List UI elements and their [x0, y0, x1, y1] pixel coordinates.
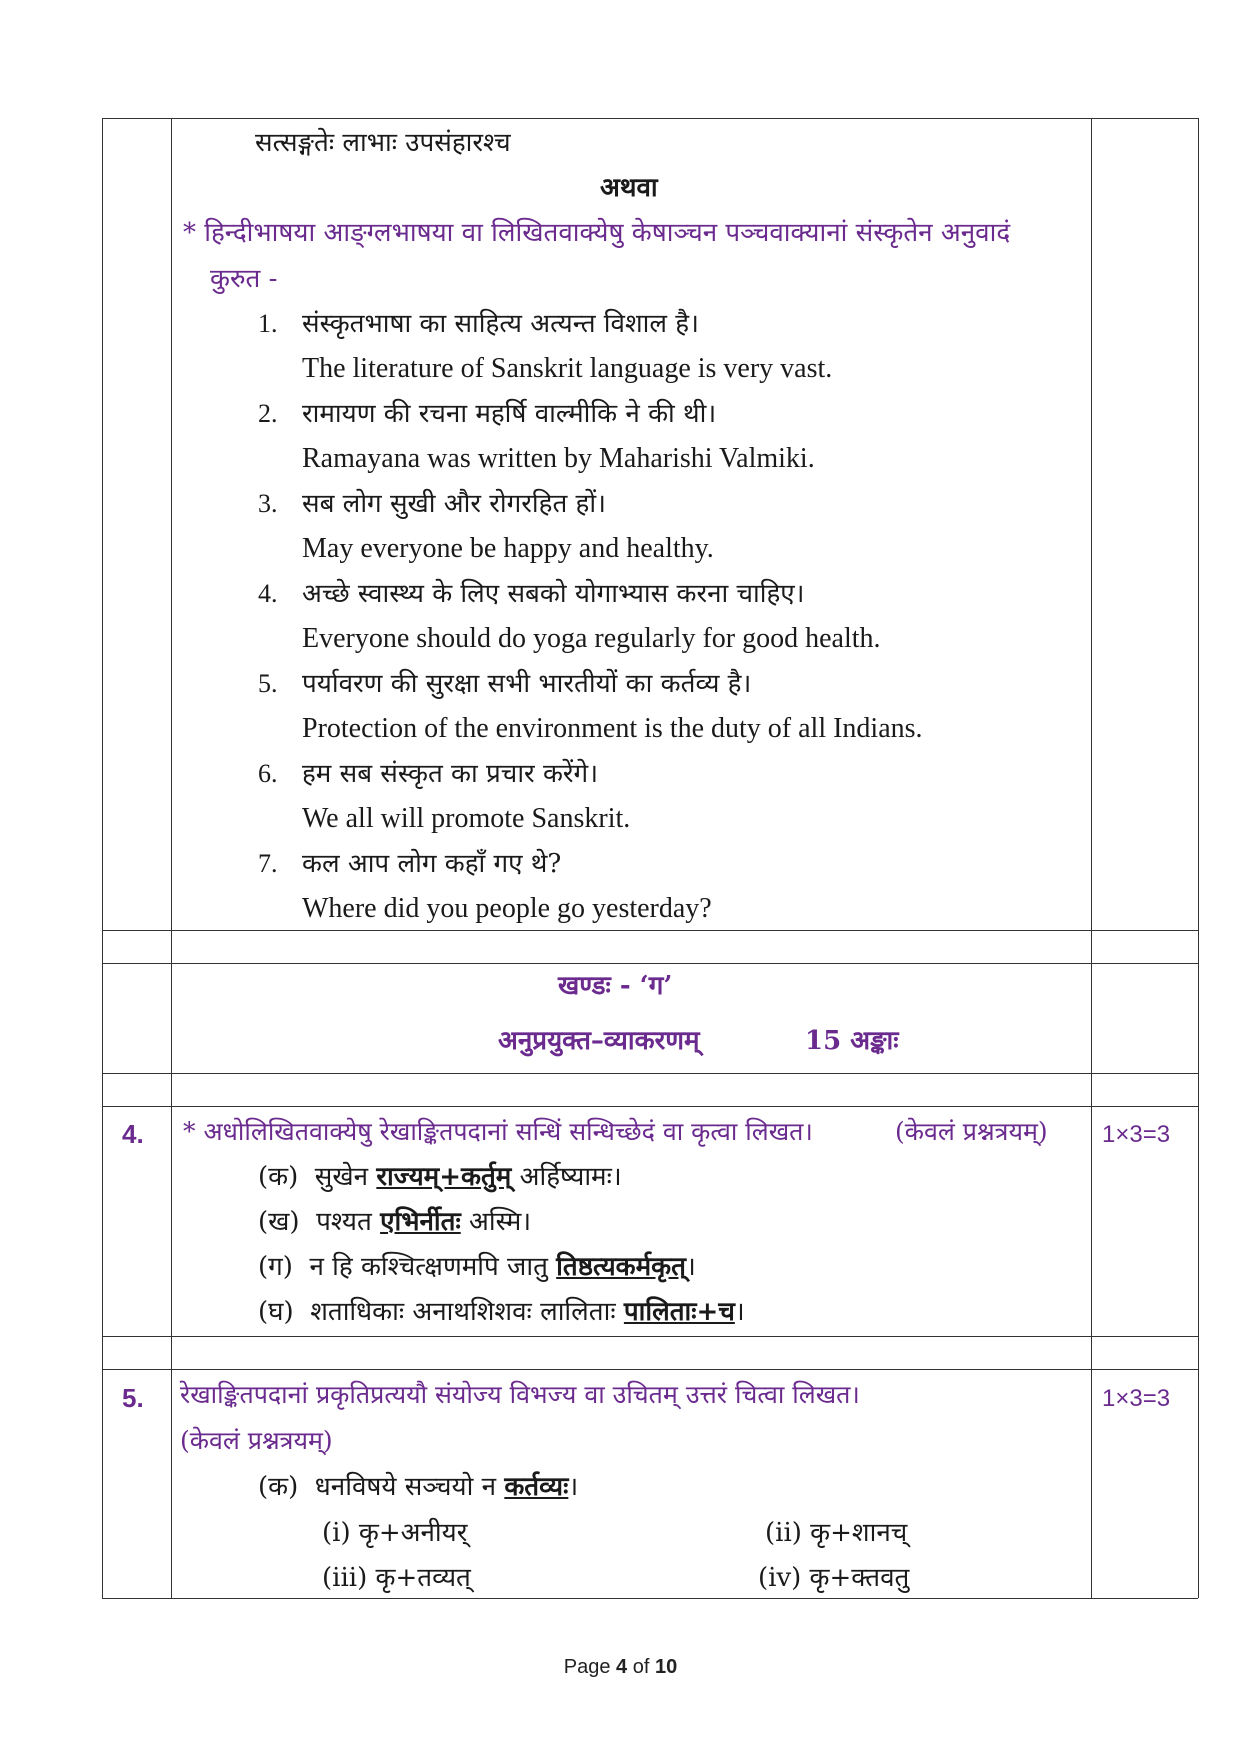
list-item: [258, 1470, 578, 1504]
table-border-top: [102, 118, 1198, 119]
row-divider: [102, 1336, 1198, 1337]
footer-middle: of: [627, 1656, 655, 1678]
item-text: अस्मि।: [468, 1207, 532, 1237]
hindi-sentence: संस्कृतभाषा का साहित्य अत्यन्त विशाल है।: [302, 309, 699, 339]
question-marks: 1×3=3: [1102, 1385, 1171, 1412]
hindi-sentence: रामायण की रचना महर्षि वाल्मीकि ने की थी।: [302, 399, 717, 429]
translation-instruction: * हिन्दीभाषया आङ्ग्लभाषया वा लिखितवाक्येषु केषाञ्चन पञ्चवाक्यानां संस्कृतेन अनुवादं: [183, 218, 1011, 248]
row-divider: [102, 963, 1198, 964]
table-border-right: [1198, 118, 1199, 1598]
question-instruction: * अधोलिखितवाक्येषु रेखाङ्कितपदानां सन्धिं सन्धिच्छेदं वा कृत्वा लिखत।: [183, 1117, 813, 1146]
item-text: सुखेन: [314, 1162, 369, 1192]
question-note: (केवलं प्रश्नत्रयम्): [895, 1117, 1048, 1146]
hindi-sentence: कल आप लोग कहाँ गए थे?: [302, 849, 562, 879]
option-item: (iv) कृ+क्तवतु: [758, 1563, 910, 1593]
row-divider: [102, 930, 1198, 931]
hindi-sentence: पर्यावरण की सुरक्षा सभी भारतीयों का कर्तव्य है।: [302, 669, 752, 699]
current-page: 4: [616, 1656, 628, 1678]
question-number: 5.: [122, 1383, 144, 1413]
english-sentence: The literature of Sanskrit language is very vast.: [302, 353, 833, 384]
english-sentence: Everyone should do yoga regularly for good health.: [302, 623, 881, 654]
section-marks: 15 अङ्काः: [805, 1026, 899, 1056]
question-note: (केवलं प्रश्नत्रयम्): [180, 1426, 333, 1455]
hindi-sentence: हम सब संस्कृत का प्रचार करेंगे।: [302, 759, 599, 789]
hindi-sentence: अच्छे स्वास्थ्य के लिए सबको योगाभ्यास करना चाहिए।: [302, 579, 805, 609]
english-sentence: We all will promote Sanskrit.: [302, 803, 631, 834]
option-item: (ii) कृ+शानच्: [765, 1518, 908, 1548]
row-divider: [102, 1106, 1198, 1107]
item-label: (ख): [258, 1207, 300, 1237]
english-sentence: Where did you people go yesterday?: [302, 893, 712, 924]
item-text: ।: [734, 1297, 745, 1327]
sentence-number: 6.: [258, 759, 278, 788]
underlined-word: पालिताः+च: [623, 1297, 735, 1327]
sentence-number: 4.: [258, 579, 278, 608]
item-text: पश्यत: [316, 1207, 372, 1237]
list-item: [258, 1295, 745, 1329]
item-text: ।: [568, 1472, 579, 1502]
item-text: धनविषये सञ्चयो न: [314, 1472, 497, 1502]
item-label: (घ): [258, 1297, 294, 1327]
carry-over-line: सत्सङ्गतेः लाभाः उपसंहारश्च: [255, 128, 511, 158]
table-border-left: [102, 118, 103, 1598]
sentence-number: 1.: [258, 309, 278, 338]
option-item: (iii) कृ+तव्यत्: [322, 1563, 471, 1593]
item-text: शताधिकाः अनाथशिशवः लालिताः: [310, 1297, 616, 1327]
table-border-bottom: [102, 1598, 1198, 1599]
underlined-word: कर्तव्यः: [504, 1472, 569, 1502]
item-label: (ग): [258, 1252, 293, 1282]
english-sentence: Protection of the environment is the duty of all Indians.: [302, 713, 923, 744]
sentence-number: 3.: [258, 489, 278, 518]
translation-instruction-cont: कुरुत -: [210, 264, 278, 294]
question-number: 4.: [122, 1119, 144, 1149]
item-label: (क): [258, 1162, 299, 1192]
hindi-sentence: सब लोग सुखी और रोगरहित हों।: [302, 489, 606, 519]
underlined-word: राज्यम्+कर्तुम्: [376, 1162, 512, 1192]
english-sentence: Ramayana was written by Maharishi Valmiki.: [302, 443, 815, 474]
question-instruction: रेखाङ्कितपदानां प्रकृतिप्रत्ययौ संयोज्य विभज्य वा उचितम् उत्तरं चित्वा लिखत।: [180, 1380, 860, 1409]
item-text: न हि कश्चित्क्षणमपि जातु: [309, 1252, 548, 1282]
english-sentence: May everyone be happy and healthy.: [302, 533, 714, 564]
option-item: (i) कृ+अनीयर्: [322, 1518, 468, 1548]
column-divider: [171, 118, 172, 1598]
item-text: अर्हिष्यामः।: [519, 1162, 622, 1192]
question-marks: 1×3=3: [1102, 1121, 1171, 1148]
list-item: [258, 1205, 531, 1239]
row-divider: [102, 1369, 1198, 1370]
column-divider: [1091, 118, 1092, 1598]
sentence-number: 2.: [258, 399, 278, 428]
total-pages: 10: [654, 1656, 678, 1678]
footer-prefix: Page: [563, 1656, 617, 1678]
underlined-word: तिष्ठत्यकर्मकृत्: [556, 1252, 686, 1282]
section-subtitle: अनुप्रयुक्त–व्याकरणम्: [498, 1026, 700, 1056]
section-title: खण्डः - ‘ग’: [558, 971, 673, 1001]
underlined-word: एभिर्नीतः: [380, 1207, 461, 1237]
item-text: ।: [685, 1252, 696, 1282]
athava-heading: अथवा: [600, 173, 658, 203]
sentence-number: 5.: [258, 669, 278, 698]
page-footer: [0, 1656, 1241, 1679]
row-divider: [102, 1073, 1198, 1074]
list-item: [258, 1160, 622, 1194]
list-item: [258, 1250, 696, 1284]
sentence-number: 7.: [258, 849, 278, 878]
item-label: (क): [258, 1472, 299, 1502]
